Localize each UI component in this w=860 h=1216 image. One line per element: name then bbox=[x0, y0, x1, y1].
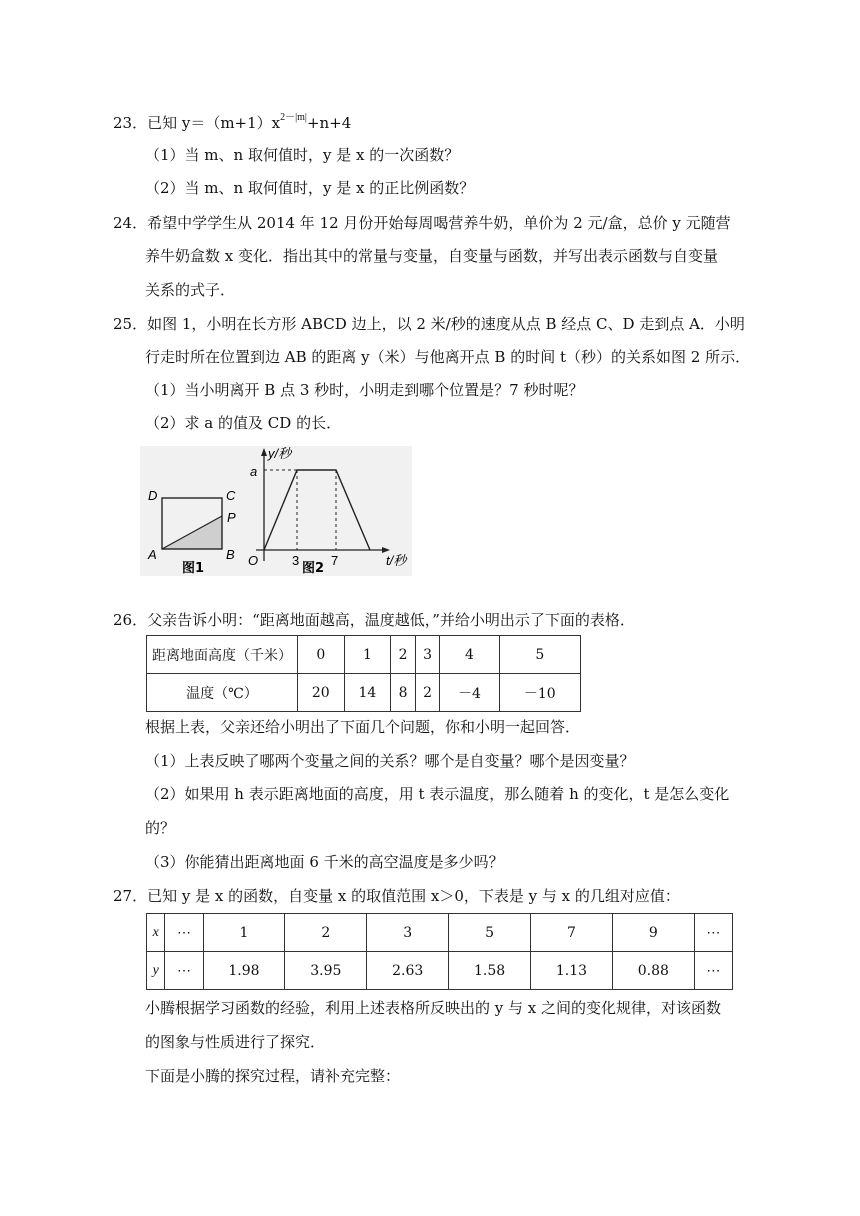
q26-part2a: （2）如果用 h 表示距离地面的高度，用 t 表示温度，那么随着 h 的变化，t 是怎么变化 bbox=[145, 785, 730, 803]
q26-part3: （3）你能猜出距离地面 6 千米的高空温度是多少吗？ bbox=[145, 853, 504, 871]
figure2-graph bbox=[248, 446, 409, 576]
table-cell: 9 bbox=[612, 914, 694, 952]
label-A: A bbox=[148, 547, 157, 562]
y-axis-label: y/秒 bbox=[268, 446, 292, 461]
table-cell: 3 bbox=[415, 636, 440, 674]
tick-3: 3 bbox=[292, 553, 300, 568]
table-cell: 14 bbox=[344, 674, 391, 712]
table-cell: ⋯ bbox=[165, 952, 203, 990]
origin-label: O bbox=[248, 553, 259, 568]
table-cell: 1.58 bbox=[449, 952, 531, 990]
table-cell: 20 bbox=[298, 674, 345, 712]
table-cell: 8 bbox=[391, 674, 416, 712]
table-cell: 2.63 bbox=[367, 952, 449, 990]
q23-part2: （2）当 m、n 取何值时，y 是 x 的正比例函数？ bbox=[145, 179, 475, 197]
q26-part2b: 的？ bbox=[145, 819, 176, 837]
label-B: B bbox=[226, 547, 235, 562]
table-cell: 2 bbox=[285, 914, 367, 952]
q25-figure-svg bbox=[140, 446, 412, 576]
y-axis-arrow bbox=[261, 448, 267, 456]
q23-stem-a: 已知 y＝（m+1）x bbox=[147, 114, 281, 132]
table-cell: ⋯ bbox=[165, 914, 203, 952]
table-cell: 5 bbox=[449, 914, 531, 952]
table-cell: 1 bbox=[344, 636, 391, 674]
q23-part1: （1）当 m、n 取何值时，y 是 x 的一次函数？ bbox=[145, 146, 460, 164]
table-row bbox=[147, 914, 733, 952]
table-cell: －10 bbox=[499, 674, 580, 712]
q27-number: 27． bbox=[113, 887, 148, 905]
q23-stem-b: +n+4 bbox=[306, 114, 352, 132]
table-cell: 0.88 bbox=[612, 952, 694, 990]
q25-number: 25． bbox=[113, 315, 148, 333]
q24-line3: 关系的式子． bbox=[145, 281, 236, 299]
tick-7: 7 bbox=[331, 553, 339, 568]
q27-table bbox=[146, 913, 733, 990]
table-cell: 3 bbox=[367, 914, 449, 952]
table-row bbox=[147, 636, 581, 674]
table-cell: 3.95 bbox=[285, 952, 367, 990]
table-cell: ⋯ bbox=[694, 914, 732, 952]
table-cell: ⋯ bbox=[694, 952, 732, 990]
table-cell: 7 bbox=[531, 914, 613, 952]
x-axis-label: t/秒 bbox=[386, 553, 407, 568]
label-C: C bbox=[226, 488, 236, 503]
table-cell: 5 bbox=[499, 636, 580, 674]
q26-stem-line bbox=[113, 610, 635, 630]
table-cell: 1.13 bbox=[531, 952, 613, 990]
q25-line1 bbox=[113, 314, 745, 334]
table-row bbox=[147, 674, 581, 712]
label-P: P bbox=[227, 510, 236, 525]
q26-table bbox=[146, 635, 581, 712]
q26-number: 26． bbox=[113, 611, 148, 629]
q23-number: 23． bbox=[113, 114, 148, 132]
q27-line1: 小腾根据学习函数的经验，利用上述表格所反映出的 y 与 x 之间的变化规律，对该函数 bbox=[145, 999, 722, 1017]
q27-line2: 的图象与性质进行了探究． bbox=[145, 1033, 326, 1051]
q27-stem-line bbox=[113, 886, 680, 906]
q25-part2: （2）求 a 的值及 CD 的长． bbox=[145, 414, 342, 432]
q26-after-table: 根据上表，父亲还给小明出了下面几个问题，你和小明一起回答． bbox=[145, 718, 581, 736]
graph-line bbox=[264, 470, 370, 550]
table-cell: 温度（℃） bbox=[147, 674, 298, 712]
tick-a: a bbox=[250, 464, 258, 479]
figure1-rectangle bbox=[147, 488, 236, 576]
q25-text1: 如图 1，小明在长方形 ABCD 边上，以 2 米/秒的速度从点 B 经点 C、D 走到点 A．小明 bbox=[147, 315, 745, 333]
q27-stem: 已知 y 是 x 的函数，自变量 x 的取值范围 x＞0，下表是 y 与 x 的几组对应值： bbox=[147, 887, 680, 905]
q24-line2: 养牛奶盒数 x 变化．指出其中的常量与变量，自变量与函数，并写出表示函数与自变量 bbox=[145, 247, 718, 265]
table-cell: 2 bbox=[415, 674, 440, 712]
table-cell: －4 bbox=[440, 674, 499, 712]
q23-exponent: 2－|m| bbox=[280, 112, 307, 123]
caption-fig2: 图2 bbox=[302, 561, 325, 576]
table-cell: 0 bbox=[298, 636, 345, 674]
q25-line2: 行走时所在位置到边 AB 的距离 y（米）与他离开点 B 的时间 t（秒）的关系如图 2 所示． bbox=[145, 348, 751, 366]
q27-line3: 下面是小腾的探究过程，请补充完整： bbox=[145, 1067, 401, 1085]
q26-part1: （1）上表反映了哪两个变量之间的关系？哪个是自变量？哪个是因变量？ bbox=[145, 752, 635, 770]
table-cell: x bbox=[147, 914, 165, 952]
caption-fig1: 图1 bbox=[182, 561, 205, 576]
q25-figure bbox=[140, 446, 412, 576]
q24-line1 bbox=[113, 213, 731, 233]
table-cell: 距离地面高度（千米） bbox=[147, 636, 298, 674]
table-row bbox=[147, 952, 733, 990]
q23-stem bbox=[113, 113, 351, 136]
q24-number: 24． bbox=[113, 214, 148, 232]
table-cell: 2 bbox=[391, 636, 416, 674]
q25-part1: （1）当小明离开 B 点 3 秒时，小明走到哪个位置是？7 秒时呢？ bbox=[145, 381, 584, 399]
q26-stem: 父亲告诉小明：“距离地面越高，温度越低，”并给小明出示了下面的表格． bbox=[147, 611, 635, 629]
q24-text1: 希望中学学生从 2014 年 12 月份开始每周喝营养牛奶，单价为 2 元/盒，总价 y 元随营 bbox=[147, 214, 731, 232]
table-cell: 4 bbox=[440, 636, 499, 674]
table-cell: 1 bbox=[203, 914, 285, 952]
table-cell: y bbox=[147, 952, 165, 990]
label-D: D bbox=[148, 488, 158, 503]
table-cell: 1.98 bbox=[203, 952, 285, 990]
